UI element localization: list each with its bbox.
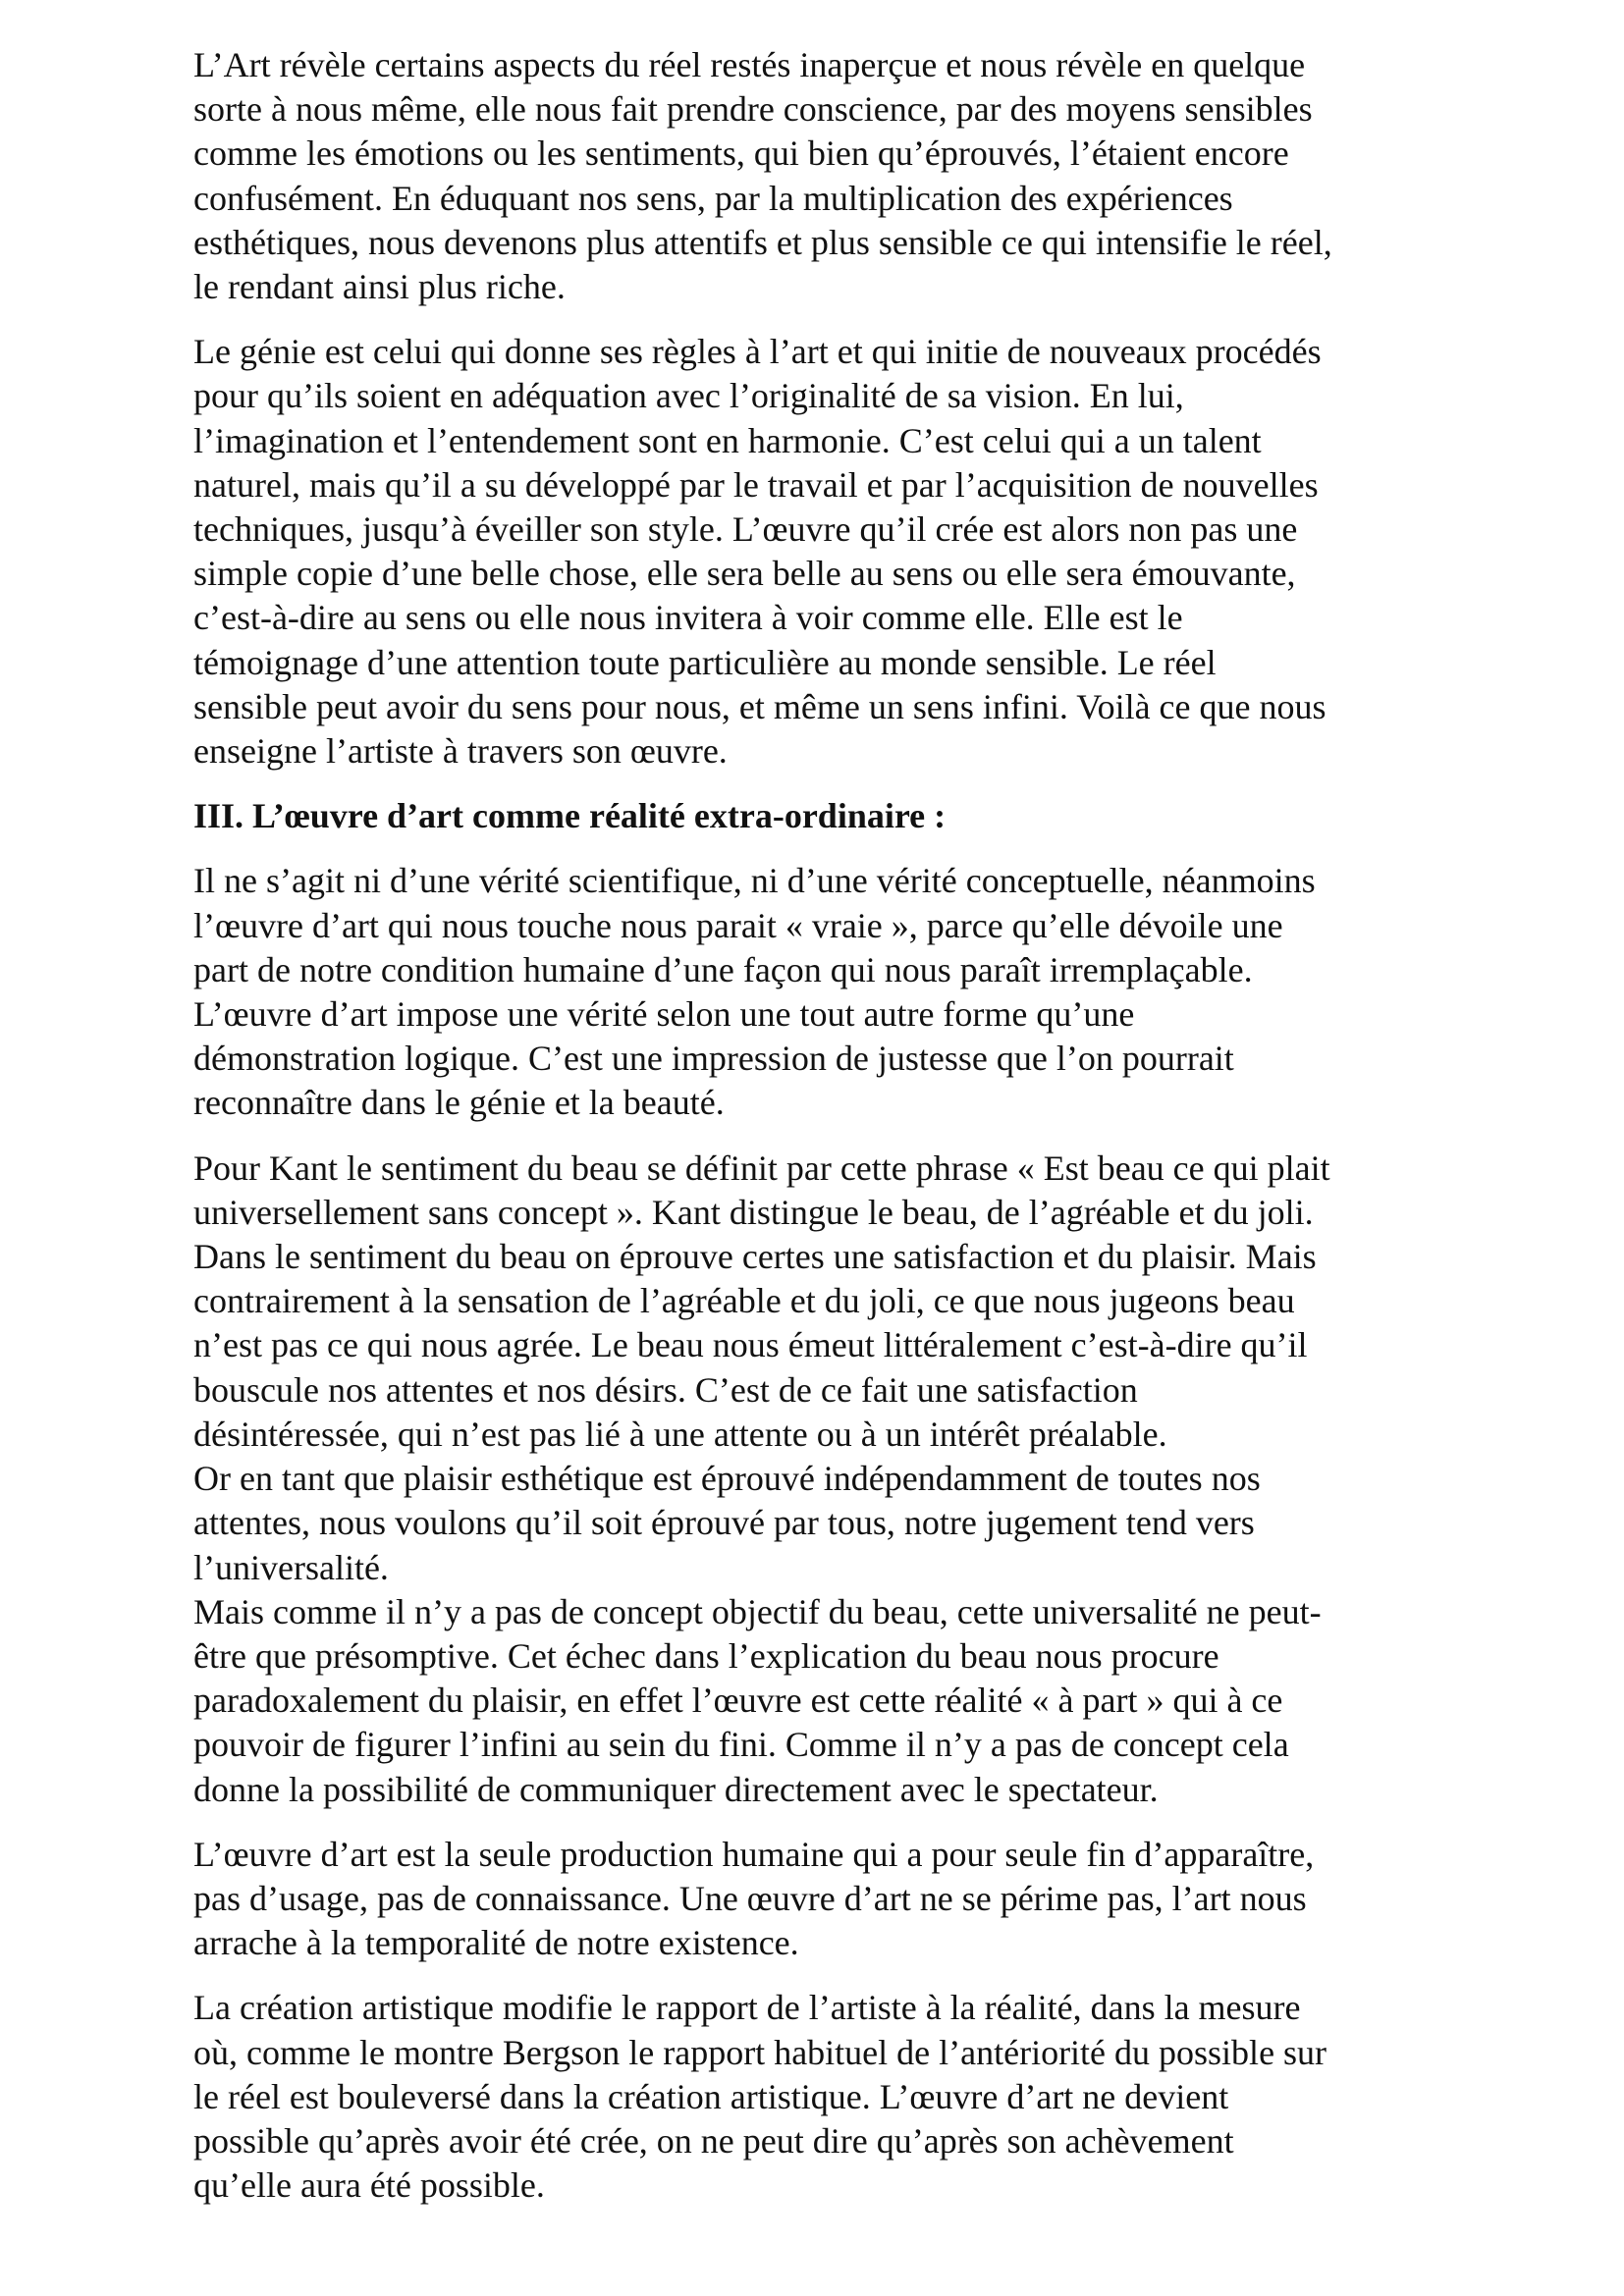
text-line: démonstration logique. C’est une impression de justesse que l’on pourrait [193, 1039, 1234, 1079]
text-line: pouvoir de figurer l’infini au sein du fini. Comme il n’y a pas de concept cela [193, 1725, 1289, 1765]
text-line: n’est pas ce qui nous agrée. Le beau nous émeut littéralement c’est-à-dire qu’il [193, 1325, 1308, 1365]
text-line: sorte à nous même, elle nous fait prendre conscience, par des moyens sensibles [193, 89, 1313, 130]
paragraph-human-production [193, 1833, 1470, 1966]
text-line: Le génie est celui qui donne ses règles à l’art et qui initie de nouveaux procédés [193, 332, 1322, 372]
text-line: où, comme le montre Bergson le rapport habituel de l’antériorité du possible sur [193, 2032, 1327, 2072]
text-line: bouscule nos attentes et nos désirs. C’est de ce fait une satisfaction [193, 1369, 1138, 1410]
text-line: témoignage d’une attention toute particulière au monde sensible. Le réel [193, 642, 1217, 682]
text-line: Or en tant que plaisir esthétique est éprouvé indépendamment de toutes nos [193, 1459, 1261, 1499]
section-heading: III. L’œuvre d’art comme réalité extra-ordinaire : [193, 796, 947, 836]
text-line: paradoxalement du plaisir, en effet l’œuvre est cette réalité « à part » qui à ce [193, 1681, 1283, 1721]
text-line: Pour Kant le sentiment du beau se définit par cette phrase « Est beau ce qui plait [193, 1148, 1330, 1188]
paragraph-bergson [193, 1986, 1470, 2208]
paragraph-art-reveals [193, 43, 1470, 309]
text-line: enseigne l’artiste à travers son œuvre. [193, 731, 728, 772]
text-line: le réel est bouleversé dans la création artistique. L’œuvre d’art ne devient [193, 2076, 1229, 2116]
text-line: La création artistique modifie le rapport de l’artiste à la réalité, dans la mesure [193, 1988, 1301, 2028]
text-line: esthétiques, nous devenons plus attentifs et plus sensible ce qui intensifie le réel, [193, 222, 1332, 262]
text-line: universellement sans concept ». Kant distingue le beau, de l’agréable et du joli. [193, 1192, 1314, 1232]
text-line: Mais comme il n’y a pas de concept objectif du beau, cette universalité ne peut- [193, 1591, 1322, 1631]
text-line: L’Art révèle certains aspects du réel restés inaperçue et nous révèle en quelque [193, 45, 1306, 84]
text-line: L’œuvre d’art impose une vérité selon une tout autre forme qu’une [193, 994, 1135, 1035]
text-line: naturel, mais qu’il a su développé par le travail et par l’acquisition de nouvelles [193, 464, 1319, 505]
text-line: simple copie d’une belle chose, elle sera belle au sens ou elle sera émouvante, [193, 554, 1296, 594]
text-line: reconnaître dans le génie et la beauté. [193, 1083, 725, 1123]
text-line: possible qu’après avoir été crée, on ne peut dire qu’après son achèvement [193, 2120, 1234, 2161]
text-line: part de notre condition humaine d’une façon qui nous paraît irremplaçable. [193, 949, 1253, 989]
text-line: attentes, nous voulons qu’il soit éprouvé par tous, notre jugement tend vers [193, 1503, 1255, 1543]
text-line: arrache à la temporalité de notre existence. [193, 1923, 799, 1963]
text-line: c’est-à-dire au sens ou elle nous invitera à voir comme elle. Elle est le [193, 598, 1183, 638]
text-line: l’universalité. [193, 1547, 389, 1587]
text-line: le rendant ainsi plus riche. [193, 267, 566, 307]
text-line: Dans le sentiment du beau on éprouve certes une satisfaction et du plaisir. Mais [193, 1237, 1317, 1277]
document-page [193, 43, 1470, 2228]
text-line: donne la possibilité de communiquer directement avec le spectateur. [193, 1769, 1159, 1809]
text-line: comme les émotions ou les sentiments, qui bien qu’éprouvés, l’étaient encore [193, 133, 1289, 174]
text-line: pour qu’ils soient en adéquation avec l’originalité de sa vision. En lui, [193, 376, 1184, 416]
paragraph-truth [193, 859, 1470, 1125]
text-line: qu’elle aura été possible. [193, 2165, 545, 2206]
text-line: être que présomptive. Cet échec dans l’explication du beau nous procure [193, 1635, 1219, 1676]
text-line: sensible peut avoir du sens pour nous, et même un sens infini. Voilà ce que nous [193, 686, 1326, 726]
text-line: l’imagination et l’entendement sont en harmonie. C’est celui qui a un talent [193, 420, 1262, 460]
text-line: L’œuvre d’art est la seule production humaine qui a pour seule fin d’apparaître, [193, 1834, 1315, 1874]
text-line: pas d’usage, pas de connaissance. Une œuvre d’art ne se périme pas, l’art nous [193, 1878, 1307, 1918]
text-line: contrairement à la sensation de l’agréable et du joli, ce que nous jugeons beau [193, 1281, 1295, 1321]
text-line: l’œuvre d’art qui nous touche nous parait « vraie », parce qu’elle dévoile une [193, 905, 1283, 945]
paragraph-kant [193, 1147, 1470, 1812]
paragraph-genius [193, 330, 1470, 774]
text-line: confusément. En éduquant nos sens, par la multiplication des expériences [193, 178, 1233, 218]
text-line: désintéressée, qui n’est pas lié à une attente ou à un intérêt préalable. [193, 1414, 1167, 1454]
text-line: Il ne s’agit ni d’une vérité scientifique, ni d’une vérité conceptuelle, néanmoins [193, 861, 1316, 901]
text-line: techniques, jusqu’à éveiller son style. L’œuvre qu’il crée est alors non pas une [193, 509, 1298, 550]
